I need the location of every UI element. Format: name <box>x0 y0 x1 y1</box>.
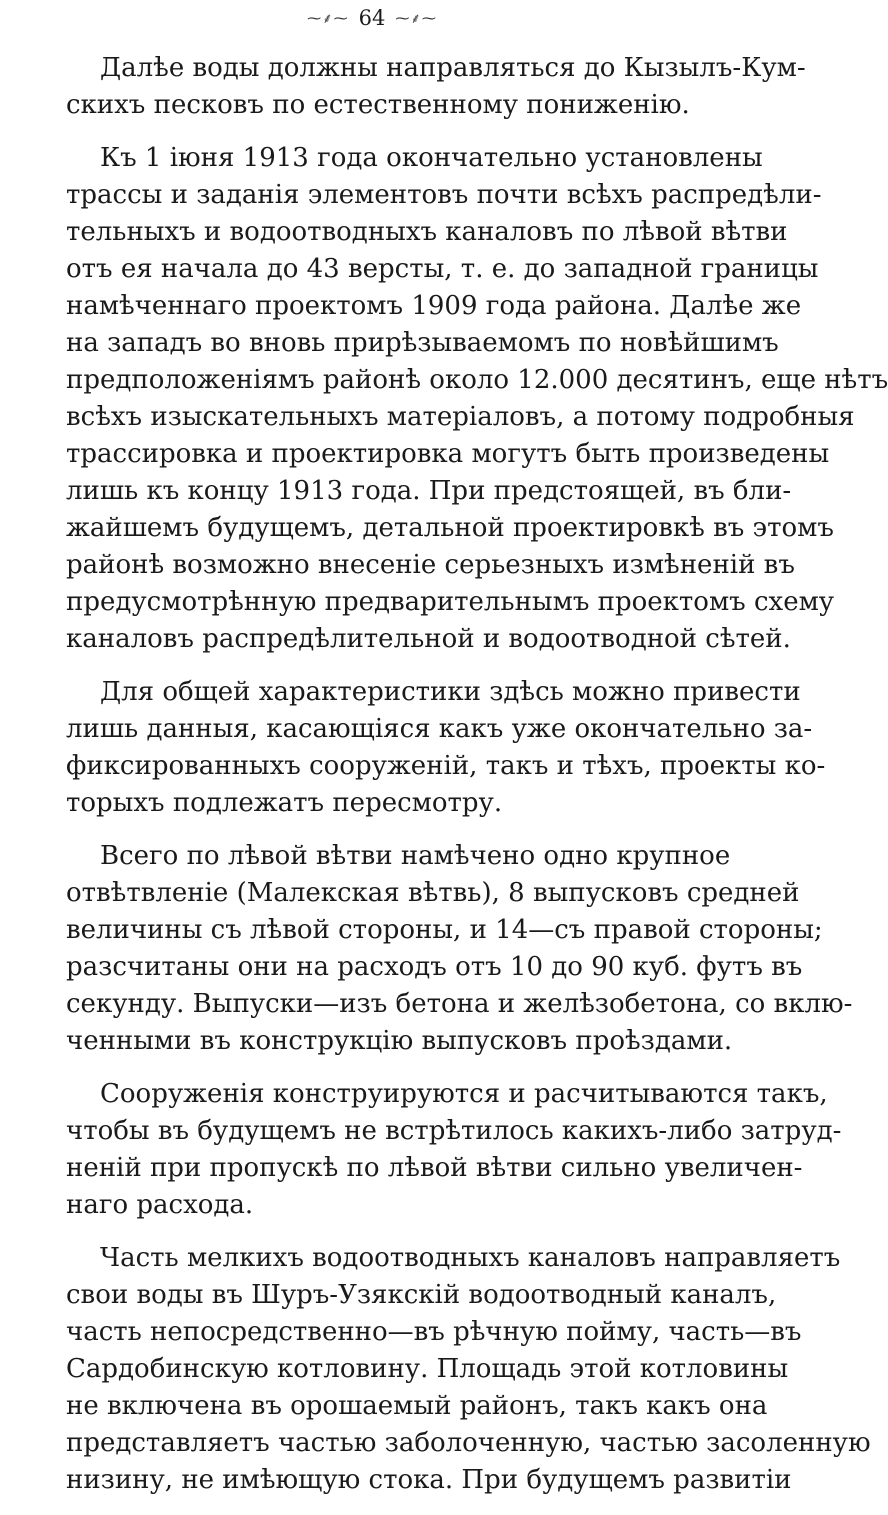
text-line: отвѣтвленіе (Малекская вѣтвь), 8 выпусковъ средней <box>66 878 800 908</box>
body-text <box>66 50 888 1515</box>
text-line: намѣченнаго проектомъ 1909 года района. Далѣе же <box>66 291 802 321</box>
text-line: Далѣе воды должны направляться до Кызылъ-Кум- <box>100 53 806 83</box>
paragraph-2 <box>66 140 888 658</box>
paragraph-6 <box>66 1240 871 1499</box>
text-line: чтобы въ будущемъ не встрѣтилось какихъ-либо затруд- <box>66 1116 842 1146</box>
paragraph-5 <box>66 1076 842 1224</box>
text-line: наго расхода. <box>66 1190 254 1220</box>
text-line: разсчитаны они на расходъ отъ 10 до 90 куб. футъ въ <box>66 952 803 982</box>
paragraph-4 <box>66 838 853 1060</box>
text-line: торыхъ подлежатъ пересмотру. <box>66 788 503 818</box>
text-line: предположеніямъ районѣ около 12.000 десятинъ, еще нѣтъ <box>66 365 888 395</box>
text-line: Всего по лѣвой вѣтви намѣчено одно крупное <box>100 841 731 871</box>
text-line: каналовъ распредѣлительной и водоотводной сѣтей. <box>66 624 791 654</box>
ornament-right-icon: ⁓⸙⁓ <box>395 10 437 27</box>
text-line: часть непосредственно—въ рѣчную пойму, часть—въ <box>66 1317 802 1347</box>
ornament-left-icon: ⁓⸙⁓ <box>307 10 349 27</box>
text-line: отъ ея начала до 43 версты, т. е. до западной границы <box>66 254 819 284</box>
text-line: величины съ лѣвой стороны, и 14—съ правой стороны; <box>66 915 823 945</box>
text-line: Къ 1 іюня 1913 года окончательно установлены <box>100 143 763 173</box>
text-line: трассировка и проектировка могутъ быть произведены <box>66 439 830 469</box>
paragraph-1 <box>66 50 806 124</box>
text-line: жайшемъ будущемъ, детальной проектировкѣ въ этомъ <box>66 513 834 543</box>
text-line: скихъ песковъ по естественному пониженію. <box>66 90 690 120</box>
text-line: всѣхъ изыскательныхъ матеріаловъ, а потому подробныя <box>66 402 855 432</box>
text-line: фиксированныхъ сооруженій, такъ и тѣхъ, проекты ко- <box>66 751 826 781</box>
text-line: представляетъ частью заболоченную, частью засоленную <box>66 1428 871 1458</box>
text-line: Часть мелкихъ водоотводныхъ каналовъ направляетъ <box>100 1243 841 1273</box>
page-number: 64 <box>358 6 386 30</box>
text-line: Для общей характеристики здѣсь можно привести <box>100 677 801 707</box>
text-line: лишь къ концу 1913 года. При предстоящей, въ бли- <box>66 476 792 506</box>
text-line: низину, не имѣющую стока. При будущемъ развитіи <box>66 1465 792 1495</box>
text-line: лишь данныя, касающіяся какъ уже окончательно за- <box>66 714 813 744</box>
page-header <box>0 4 744 32</box>
text-line: неній при пропускѣ по лѣвой вѣтви сильно увеличен- <box>66 1153 803 1183</box>
text-line: предусмотрѣнную предварительнымъ проектомъ схему <box>66 587 835 617</box>
text-line: Сардобинскую котловину. Площадь этой котловины <box>66 1354 789 1384</box>
text-line: трассы и заданія элементовъ почти всѣхъ распредѣли- <box>66 180 822 210</box>
text-line: не включена въ орошаемый районъ, такъ какъ она <box>66 1391 768 1421</box>
text-line: ченными въ конструкцію выпусковъ проѣздами. <box>66 1026 733 1056</box>
text-line: свои воды въ Шуръ-Узякскій водоотводный каналъ, <box>66 1280 777 1310</box>
text-line: секунду. Выпуски—изъ бетона и желѣзобетона, со вклю- <box>66 989 853 1019</box>
text-line: Сооруженія конструируются и расчитываются такъ, <box>100 1079 828 1109</box>
text-line: районѣ возможно внесеніе серьезныхъ измѣненій въ <box>66 550 795 580</box>
paragraph-3 <box>66 674 826 822</box>
text-line: на западъ во вновь прирѣзываемомъ по новѣйшимъ <box>66 328 779 358</box>
text-line: тельныхъ и водоотводныхъ каналовъ по лѣвой вѣтви <box>66 217 788 247</box>
